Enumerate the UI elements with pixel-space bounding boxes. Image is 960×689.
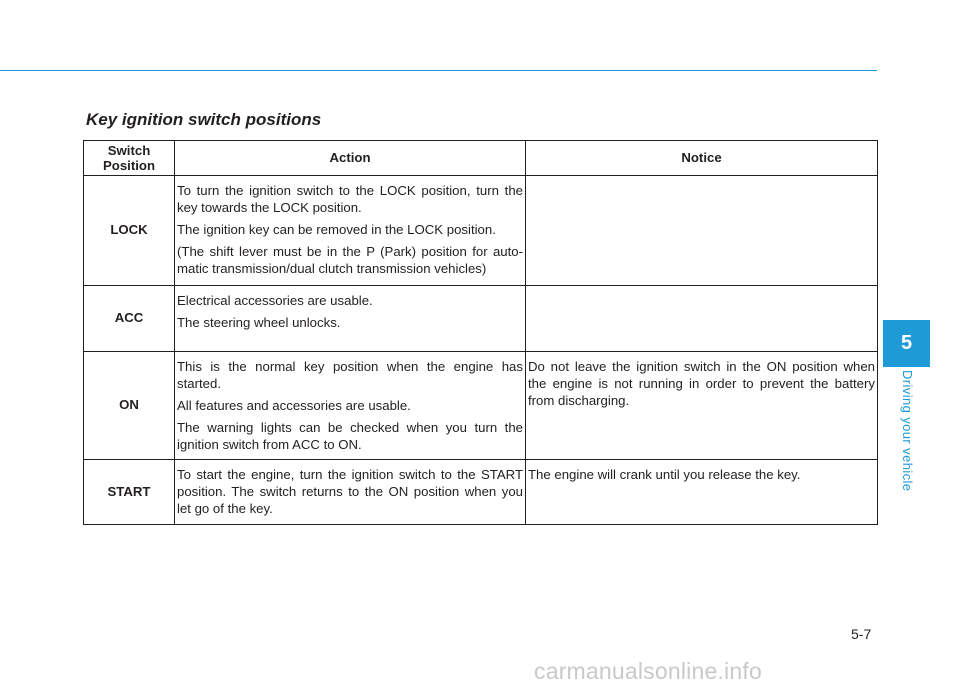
notice-cell [526, 176, 878, 286]
position-cell: START [84, 460, 175, 525]
ignition-positions-table [83, 140, 878, 525]
position-cell: ON [84, 352, 175, 460]
section-title: Key ignition switch positions [86, 110, 322, 129]
action-text: (The shift lever must be in the P (Park) position for auto-matic transmission/dual clutch transmission vehicles) [177, 243, 523, 276]
notice-cell [526, 352, 878, 460]
page-number: 5-7 [851, 626, 872, 642]
action-cell [175, 460, 526, 525]
chapter-number-tab: 5 [883, 320, 930, 367]
action-cell [175, 286, 526, 352]
position-cell: LOCK [84, 176, 175, 286]
watermark: carmanualsonline.info [534, 658, 762, 684]
action-text: All features and accessories are usable. [177, 397, 411, 413]
action-text: To start the engine, turn the ignition switch to the START position. The switch returns to the ON position when you let go of the key. [177, 467, 523, 517]
notice-cell [526, 286, 878, 352]
action-cell [175, 176, 526, 286]
action-text: The steering wheel unlocks. [177, 314, 341, 330]
header-action: Action [175, 141, 526, 176]
header-notice: Notice [526, 141, 878, 176]
header-switch-label: Switch [107, 142, 151, 158]
header-rule [0, 70, 877, 71]
notice-text: The engine will crank until you release the key. [528, 467, 801, 483]
header-position-label: Position [102, 158, 156, 173]
notice-text: Do not leave the ignition switch in the ON position when the engine is not running in order to prevent the battery from discharging. [528, 359, 875, 408]
table-header-row [84, 141, 878, 176]
action-text: Electrical accessories are usable. [177, 293, 373, 308]
notice-cell [526, 460, 878, 525]
header-switch-position [84, 141, 175, 176]
table-row [84, 460, 878, 525]
position-cell: ACC [84, 286, 175, 352]
action-text: To turn the ignition switch to the LOCK position, turn the key towards the LOCK position. [177, 183, 523, 215]
action-text: The warning lights can be checked when you turn the ignition switch from ACC to ON. [177, 419, 523, 452]
table-row [84, 352, 878, 460]
table-row [84, 286, 878, 352]
action-text: The ignition key can be removed in the LOCK position. [177, 221, 496, 237]
action-cell [175, 352, 526, 460]
chapter-label: Driving your vehicle [900, 370, 915, 492]
action-text: This is the normal key position when the engine has started. [177, 359, 523, 391]
table-row [84, 176, 878, 286]
